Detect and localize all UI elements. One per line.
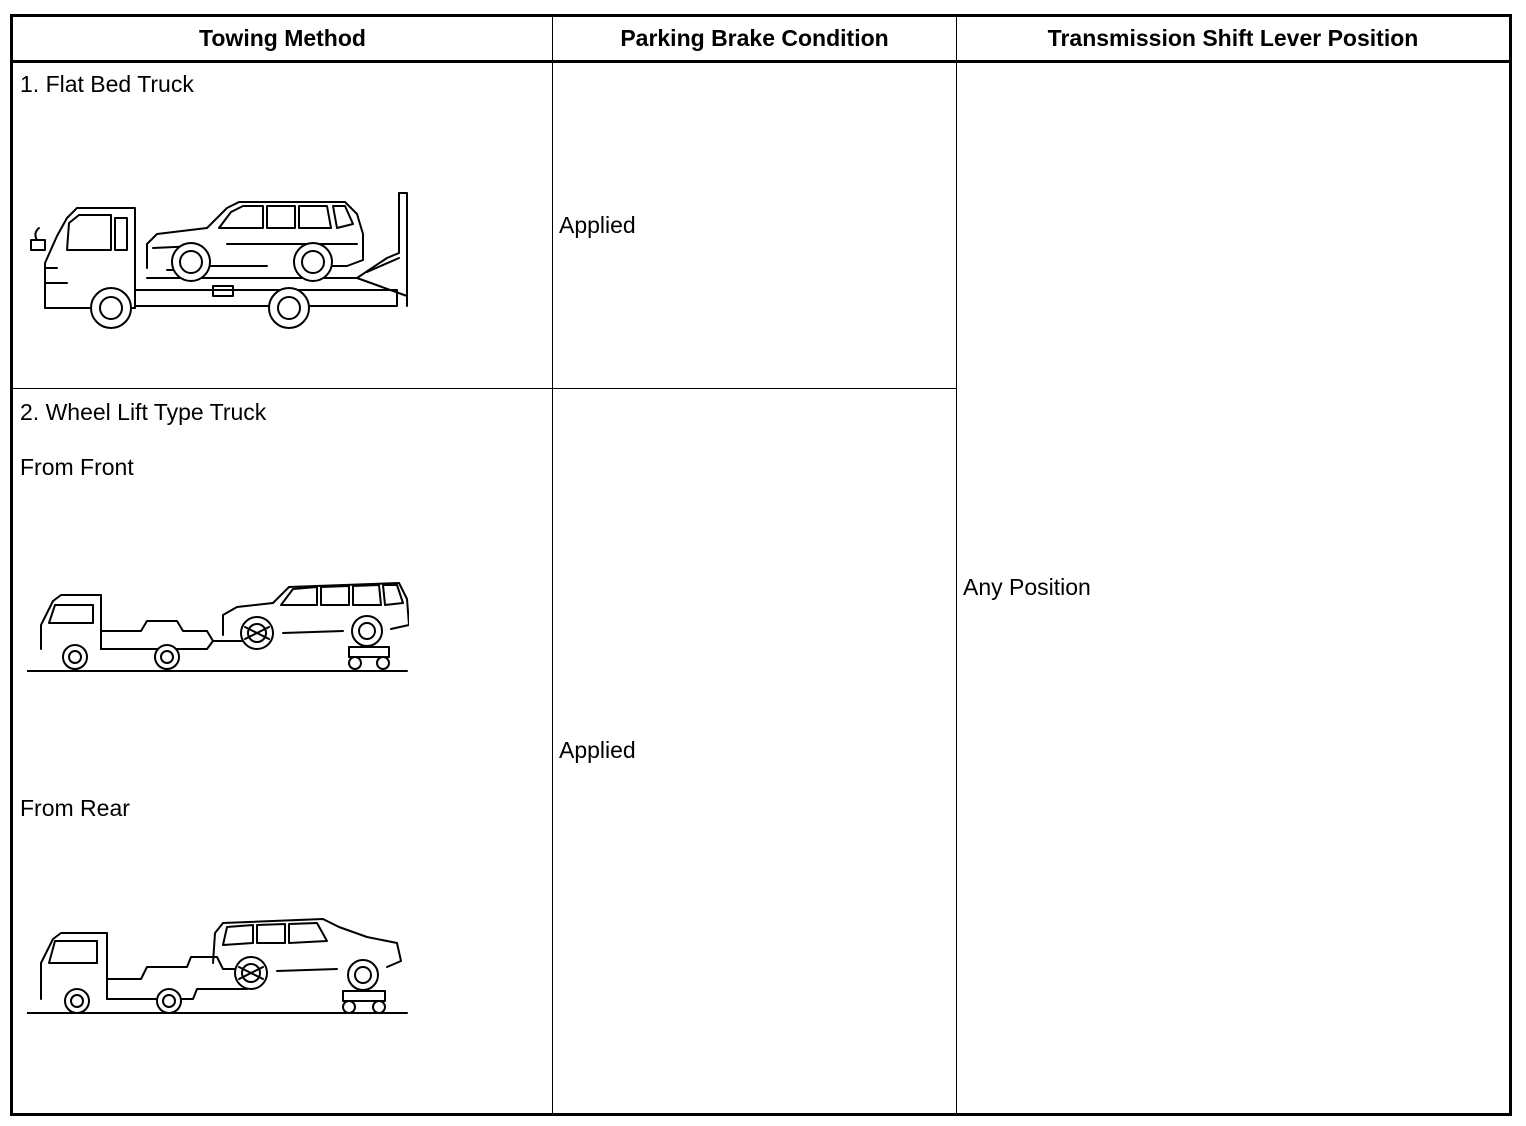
header-shift-lever: Transmission Shift Lever Position — [957, 16, 1511, 62]
table-row — [12, 62, 1511, 389]
method-cell-wheel-lift — [12, 389, 553, 1115]
shift-lever-value: Any Position — [963, 574, 1091, 600]
method-label: 1. Flat Bed Truck — [20, 71, 194, 97]
method-label: 2. Wheel Lift Type Truck — [20, 399, 267, 425]
header-parking-brake: Parking Brake Condition — [553, 16, 957, 62]
wheel-lift-rear-illustration — [27, 917, 409, 1017]
header-towing-method: Towing Method — [12, 16, 553, 62]
towing-table — [10, 14, 1512, 1116]
flat-bed-truck-illustration — [27, 188, 409, 338]
parking-brake-value: Applied — [559, 737, 636, 763]
header-row — [12, 16, 1511, 62]
sub-label-front: From Front — [20, 454, 134, 480]
parking-brake-cell-flat-bed — [553, 62, 957, 389]
shift-lever-cell — [957, 62, 1511, 1115]
parking-brake-cell-wheel-lift — [553, 389, 957, 1115]
parking-brake-value: Applied — [559, 211, 636, 238]
method-cell-flat-bed — [12, 62, 553, 389]
sub-label-rear: From Rear — [20, 795, 130, 821]
wheel-lift-front-illustration — [27, 577, 409, 675]
